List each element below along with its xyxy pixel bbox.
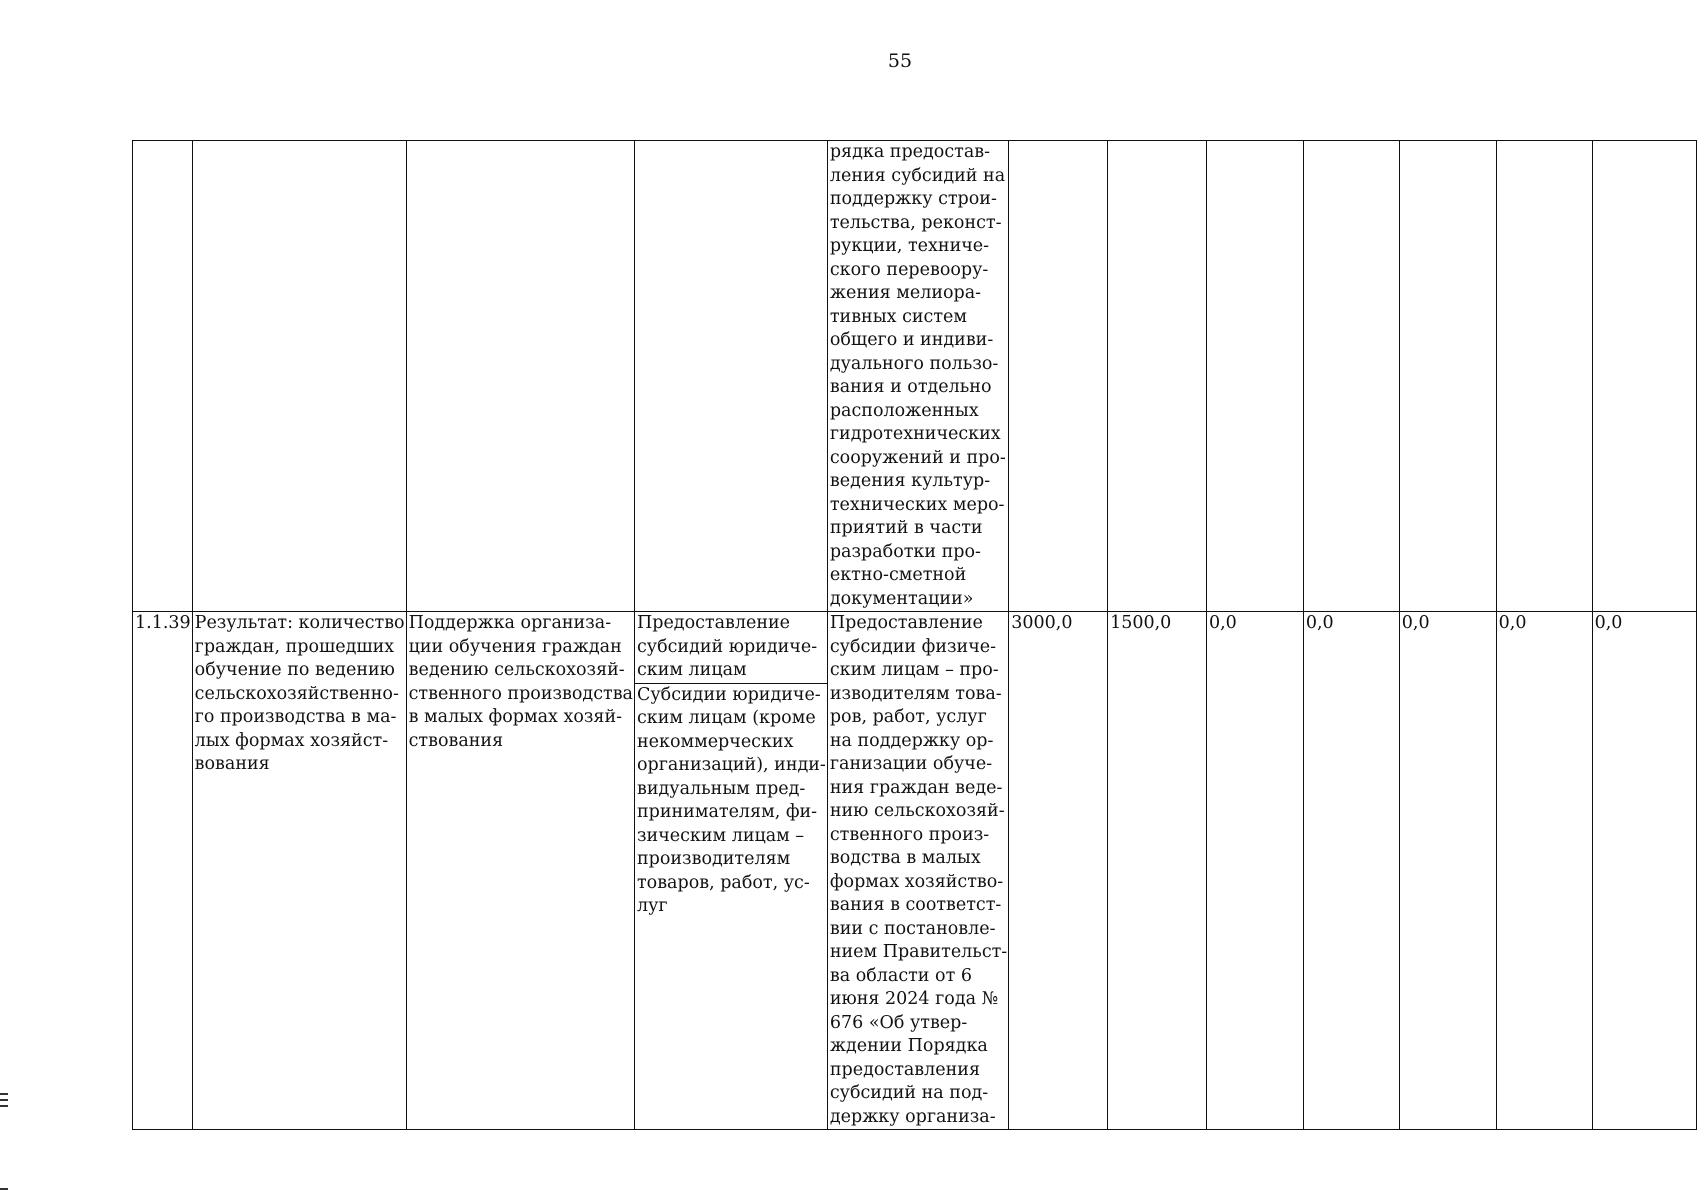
value-cell: 0,0 — [1592, 612, 1696, 1130]
cell-description — [827, 612, 1008, 1130]
table-row-1-1-39 — [133, 612, 1697, 1130]
text-line: держку организа- — [829, 1106, 996, 1127]
text-line: ния граждан веде- — [829, 777, 1003, 798]
margin-mark — [0, 1105, 8, 1107]
text-line: Результат: количество — [194, 613, 405, 633]
text-line: июня 2024 года № — [829, 989, 999, 1009]
description-continued-text — [830, 141, 1007, 611]
text-line: ров, работ, услуг — [829, 707, 987, 727]
value-cell: 0,0 — [1496, 612, 1592, 1130]
text-line: Субсидии юридиче- — [636, 684, 821, 705]
cell-measure — [406, 612, 634, 1130]
cell-value — [1206, 141, 1303, 612]
cell-number — [133, 141, 193, 612]
description-text — [830, 612, 1007, 1129]
text-line: Предоставление — [636, 613, 791, 633]
text-line: рядка предостав- — [829, 142, 991, 162]
cell-direction — [634, 612, 827, 1130]
text-line: жения мелиора- — [829, 283, 982, 303]
text-line: ектно-сметной — [829, 565, 967, 585]
text-line: лых формах хозяйст- — [194, 730, 389, 751]
text-line: разработки про- — [829, 541, 981, 562]
text-line: видуальным пред- — [636, 778, 806, 799]
text-line: расположенных — [829, 400, 979, 421]
text-line: поддержку строи- — [829, 189, 997, 209]
text-line: технических меро- — [829, 494, 1005, 515]
text-line: ганизации обуче- — [829, 754, 993, 774]
direction-bottom-text — [637, 684, 826, 919]
cell-value — [1303, 141, 1399, 612]
measure-text — [409, 612, 633, 753]
cell-description — [827, 141, 1008, 612]
text-line: зическим лицам – — [636, 825, 805, 846]
cell-measure — [406, 141, 634, 612]
text-line: тельства, реконст- — [829, 212, 1002, 233]
direction-top-text — [635, 612, 827, 684]
text-line: организаций), инди- — [636, 755, 826, 775]
text-line: вания и отдельно — [829, 377, 992, 397]
text-line: ления субсидий на — [829, 165, 1006, 186]
value-cell: 0,0 — [1303, 612, 1399, 1130]
text-line: обучение по ведению — [194, 660, 395, 680]
cell-value — [1399, 141, 1496, 612]
text-line: субсидий на под- — [829, 1083, 989, 1103]
text-line: Предоставление — [829, 613, 983, 633]
text-line: документации» — [829, 588, 974, 609]
text-line: гидротехнических — [829, 424, 1001, 444]
cell-value — [1009, 141, 1108, 612]
margin-mark — [0, 1093, 8, 1095]
margin-mark — [0, 1099, 8, 1101]
text-line: на поддержку ор- — [829, 730, 994, 751]
text-line: изводителям това- — [829, 683, 1002, 704]
text-line: субсидии физиче- — [829, 636, 997, 657]
text-line: в малых формах хозяй- — [408, 707, 623, 727]
text-line: вования — [194, 754, 270, 774]
text-line: ским лицам — [636, 660, 747, 680]
text-line: ственного произ- — [829, 824, 990, 845]
text-line: формах хозяйство- — [829, 871, 1004, 892]
text-line: ведения культур- — [829, 471, 991, 491]
value-cell: 0,0 — [1206, 612, 1303, 1130]
result-text — [195, 612, 405, 777]
text-line: сельскохозяйственно- — [194, 683, 399, 704]
text-line: ведению сельскохозяй- — [408, 660, 625, 680]
text-line: сооружений и про- — [829, 447, 1006, 468]
cell-direction — [634, 141, 827, 612]
text-line: нию сельскохозяй- — [829, 801, 1005, 821]
text-line: предоставления — [829, 1059, 981, 1080]
cell-value — [1108, 141, 1207, 612]
cell-result — [192, 612, 406, 1130]
row-number: 1.1.39 — [133, 612, 193, 1130]
value-cell: 1500,0 — [1108, 612, 1207, 1130]
text-line: ва области от 6 — [829, 965, 972, 986]
text-line: ственного производства — [408, 683, 633, 704]
text-line: ждении Порядка — [829, 1036, 988, 1056]
cell-value — [1496, 141, 1592, 612]
text-line: водства в малых — [829, 848, 981, 868]
cell-result — [192, 141, 406, 612]
text-line: вии с постановле- — [829, 918, 996, 939]
text-line: тивных систем — [829, 306, 967, 327]
text-line: принимателям, фи- — [636, 802, 818, 822]
text-line: граждан, прошедших — [194, 636, 395, 657]
text-line: приятий в части — [829, 518, 983, 538]
text-line: ции обучения граждан — [408, 636, 622, 657]
text-line: ским лицам (кроме — [636, 708, 816, 728]
text-line: нием Правительст- — [829, 942, 1008, 962]
text-line: общего и индиви- — [829, 330, 994, 350]
text-line: рукции, техниче- — [829, 236, 990, 256]
text-line: ского перевоору- — [829, 259, 989, 280]
budget-table — [132, 140, 1697, 1130]
text-line: Поддержка организа- — [408, 613, 612, 633]
text-line: луг — [636, 896, 668, 916]
table-row-continued — [133, 141, 1697, 612]
text-line: ствования — [408, 730, 504, 751]
text-line: ским лицам – про- — [829, 660, 999, 680]
value-cell: 0,0 — [1399, 612, 1496, 1130]
value-cell: 3000,0 — [1009, 612, 1108, 1130]
text-line: го производства в ма- — [194, 707, 397, 727]
text-line: субсидий юридиче- — [636, 636, 818, 657]
text-line: дуального пользо- — [829, 353, 999, 374]
text-line: вания в соответст- — [829, 895, 1002, 915]
text-line: 676 «Об утвер- — [829, 1012, 968, 1033]
margin-mark — [0, 1188, 8, 1190]
text-line: товаров, работ, ус- — [636, 872, 810, 893]
cell-value — [1592, 141, 1696, 612]
text-line: производителям — [636, 849, 791, 869]
page-number: 55 — [887, 50, 913, 72]
text-line: некоммерческих — [636, 731, 794, 752]
